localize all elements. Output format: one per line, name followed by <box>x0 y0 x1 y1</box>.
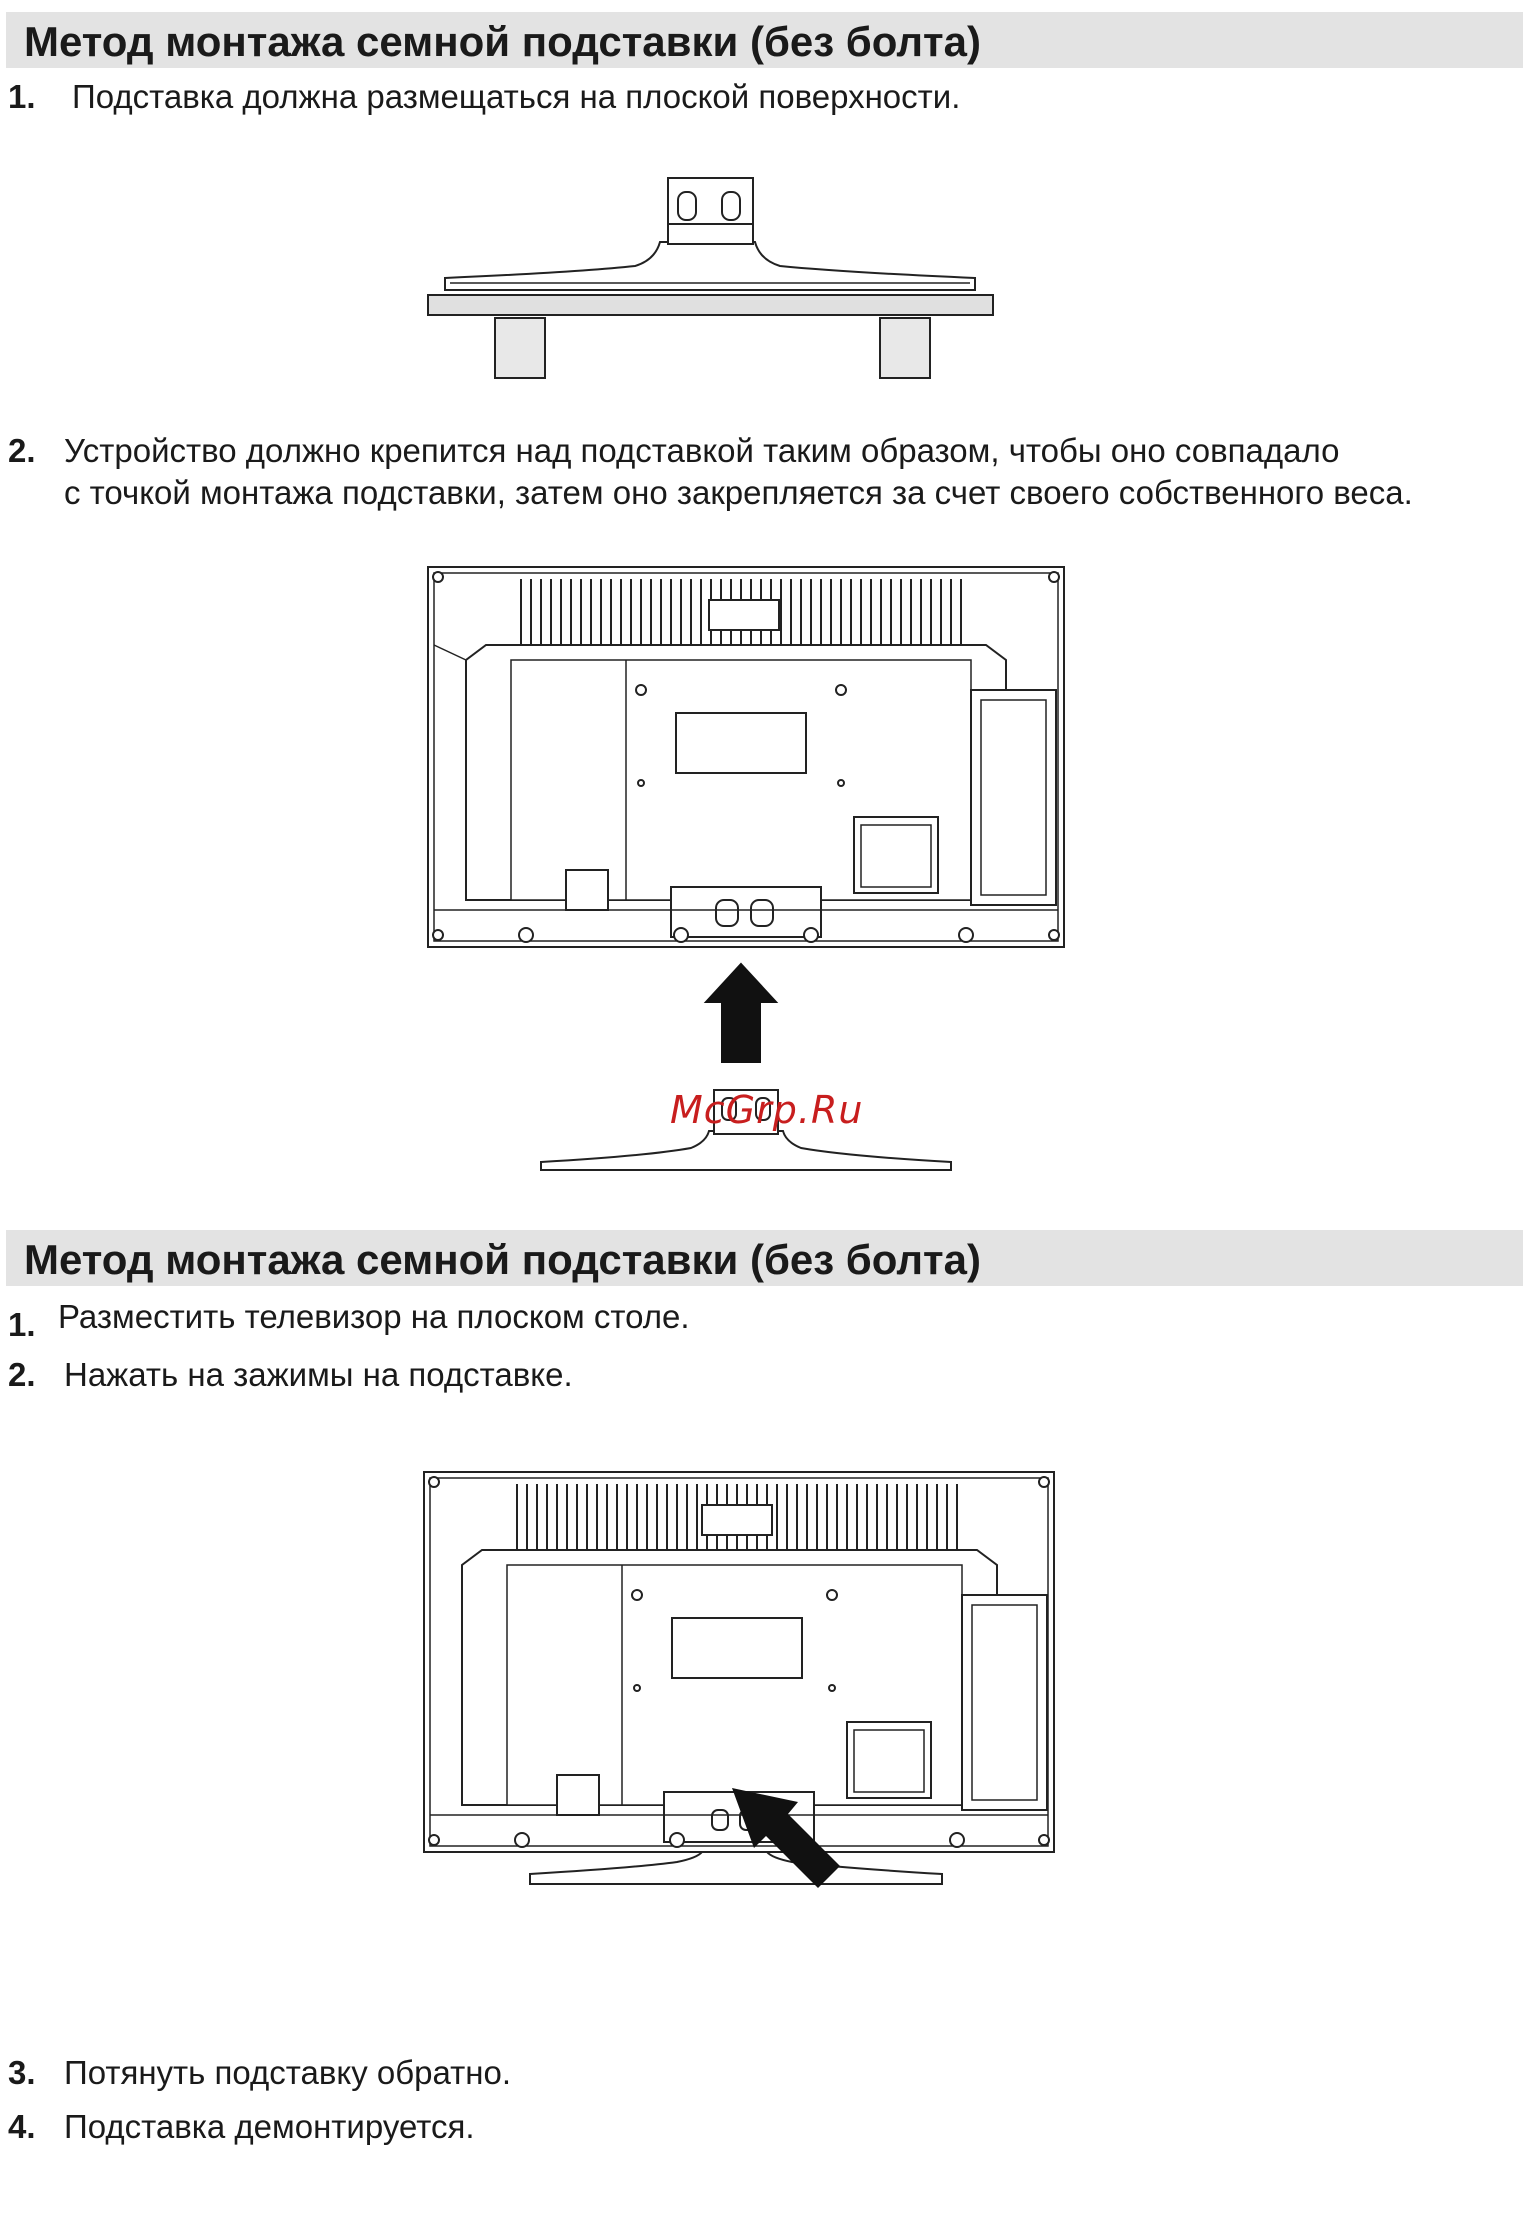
watermark-text: McGrp.Ru <box>670 1088 864 1132</box>
section-1-heading-bar <box>6 12 1523 68</box>
step-1-2-continuation <box>8 474 1523 514</box>
section-2-heading-bar <box>6 1230 1523 1286</box>
step-number: 4. <box>8 2108 36 2145</box>
step-text: Потянуть подставку обратно. <box>64 2054 511 2091</box>
up-arrow-icon <box>704 962 778 1064</box>
step-text: Устройство должно крепится над подставкой таким образом, чтобы оно совпадало <box>64 432 1340 469</box>
step-text: Разместить телевизор на плоском столе. <box>58 1298 690 1335</box>
step-number: 2. <box>8 1356 36 1393</box>
step-text: Подставка должна размещаться на плоской поверхности. <box>72 78 961 115</box>
step-number: 2. <box>8 432 36 469</box>
tv-back-mount-illustration <box>426 565 1066 985</box>
section-2-heading: Метод монтажа семной подставки (без болта) <box>24 1236 981 1283</box>
step-text: Подставка демонтируется. <box>64 2108 475 2145</box>
step-text: Нажать на зажимы на подставке. <box>64 1356 573 1393</box>
section-1-heading: Метод монтажа семной подставки (без болта) <box>24 18 981 65</box>
tv-with-stand-release-illustration <box>422 1470 1062 1910</box>
step-number: 3. <box>8 2054 36 2091</box>
step-number: 1. <box>8 1306 36 1343</box>
stand-on-surface-illustration <box>420 170 1020 385</box>
step-text-line2: с точкой монтажа подставки, затем оно закрепляется за счет своего собственного веса. <box>64 474 1413 511</box>
step-number: 1. <box>8 78 36 115</box>
